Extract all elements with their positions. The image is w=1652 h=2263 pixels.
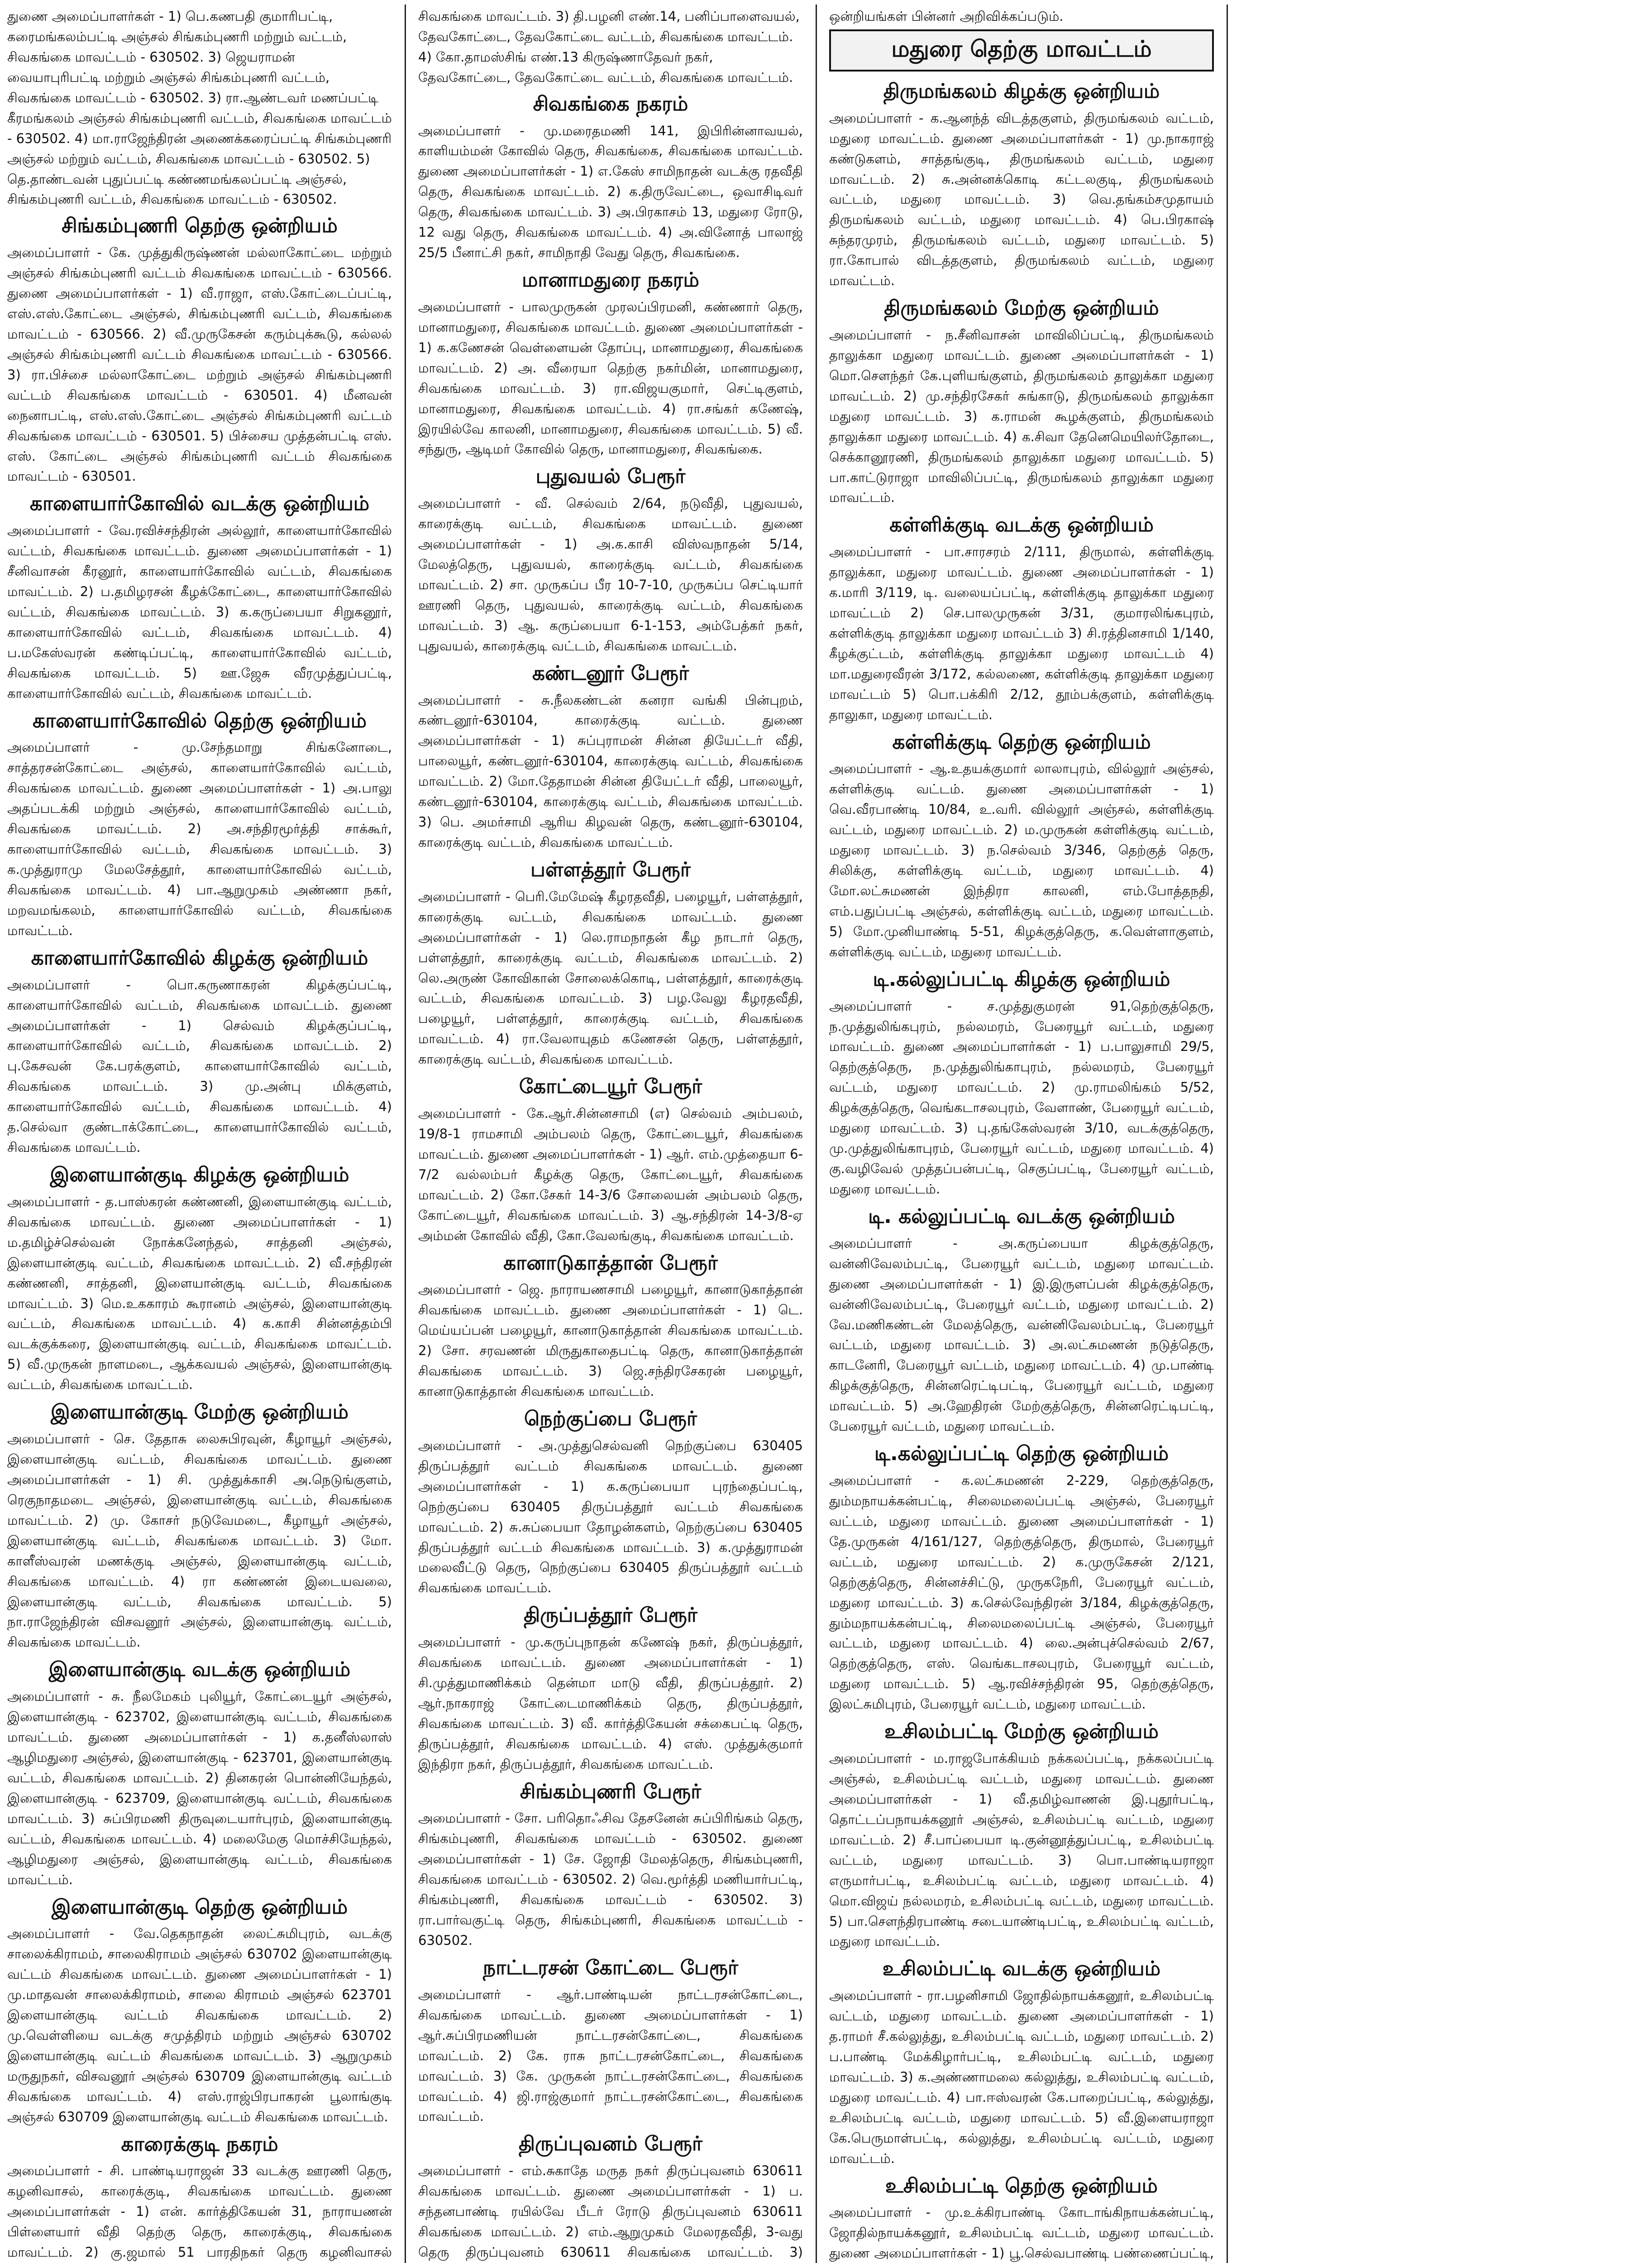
section (418, 268, 803, 459)
district-title: மதுரை தெற்கு மாவட்டம் (829, 29, 1214, 72)
section (7, 1658, 392, 1890)
section-heading: உசிலம்பட்டி தெற்கு ஒன்றியம் (885, 2174, 1158, 2197)
section-text: அமைப்பாளர் - கே.ஆர்.சின்னசாமி (எ) செல்வம் அம்பலம், 19/8-1 ராமசாமி அம்பலம் தெரு, கோட்டையூர், சிவகங்கை மாவட்டம். துணை அமைப்பாளர்கள் - 1) ஆர். எம்.முத்தையா 6-7/2 வல்லம்பர் கீழக்கு தெரு, கோட்டையூர், சிவகங்கை மாவட்டம். 2) கோ.சேகர் 14-3/6 சோலையன் அம்பலம் தெரு, கோட்டையூர், சிவகங்கை மாவட்டம். 3) ஆ.சந்திரன் 14-3/8-ஏ அம்மன் கோவில் வீதி, கோ.வேலங்குடி, சிவகங்கை மாவட்டம். (418, 1106, 803, 1243)
section-text: அமைப்பாளர் - மு.சேந்தமாறு சிங்கனோடை, சாத்தரசன்கோட்டை அஞ்சல், காளையார்கோவில் வட்டம், சிவகங்கை மாவட்டம். துணை அமைப்பாளர்கள் - 1) அ.பாலு அதப்படக்கி மற்றும் அஞ்சல், காளையார்கோவில் வட்டம், சிவகங்கை மாவட்டம். 2) அ.சந்திரமூர்த்தி சாக்கூர், காளையார்கோவில் வட்டம், சிவகங்கை மாவட்டம். 3) க.முத்துராமு மேலசேத்தூர், காளையார்கோவில் வட்டம், சிவகங்கை மாவட்டம். 4) பா.ஆறுமுகம் அண்ணா நகர், மறவமங்கலம், காளையார்கோவில் வட்டம், சிவகங்கை மாவட்டம். (7, 740, 392, 938)
section (7, 1163, 392, 1395)
section (829, 296, 1214, 508)
section-text: அமைப்பாளர் - ஜெ. நாராயணசாமி பழையூர், கானாடுகாத்தான் சிவகங்கை மாவட்டம். துணை அமைப்பாளர்கள் - 1) டெ. மெய்யப்பன் பழையூர், கானாடுகாத்தான் சிவகங்கை மாவட்டம். 2) சோ. சரவணன் மிருதுகாதைபட்டி தெரு, கானாடுகாத்தான் சிவகங்கை மாவட்டம். 3) ஜெ.சந்திரசேகரன் பழையூர், கானாடுகாத்தான் சிவகங்கை மாவட்டம். (418, 1282, 803, 1399)
column-3 (829, 6, 1214, 2263)
column-lead: சிவகங்கை மாவட்டம். 3) தி.பழனி எண்.14, பனிப்பாளைவயல், தேவகோட்டை, தேவகோட்டை வட்டம், சிவகங்கை மாவட்டம். 4) கோ.தாமஸ்சிங் எண்.13 கிருஷ்ணாதேவர் நகர், தேவகோட்டை, தேவகோட்டை வட்டம், சிவகங்கை மாவட்டம். (418, 9, 800, 85)
section-heading: டி.கல்லுப்பட்டி தெற்கு ஒன்றியம் (874, 1442, 1169, 1466)
section-text: அமைப்பாளர் - ஆர்.பாண்டியன் நாட்டரசன்கோட்டை, சிவகங்கை மாவட்டம். துணை அமைப்பாளர்கள் - 1) ஆர்.சுப்பிரமணியன் நாட்டரசன்கோட்டை, சிவகங்கை மாவட்டம். 2) கே. ராசு நாட்டரசன்கோட்டை, சிவகங்கை மாவட்டம். 3) கே. முருகன் நாட்டரசன்கோட்டை, சிவகங்கை மாவட்டம். 4) ஜி.ராஜ்குமார் நாட்டரசன்கோட்டை, சிவகங்கை மாவட்டம். (418, 1986, 803, 2125)
section (7, 709, 392, 941)
section (418, 662, 803, 853)
section-heading: டி. கல்லுப்பட்டி வடக்கு ஒன்றியம் (868, 1204, 1175, 1228)
section-heading: இளையான்குடி மேற்கு ஒன்றியம் (51, 1400, 349, 1424)
section (7, 1895, 392, 2127)
column-1 (7, 6, 392, 2263)
section (7, 492, 392, 703)
section-text: அமைப்பாளர் - பெரி.மேமேஷ் கீழரதவீதி, பழையூர், பள்ளத்தூர், காரைக்குடி வட்டம், சிவகங்கை மாவட்டம். துணை அமைப்பாளர்கள் - 1) லெ.ராமநாதன் கீழ நாடார் தெரு, பள்ளத்தூர், காரைக்குடி வட்டம், சிவகங்கை மாவட்டம். 2) லெ.அருண் கோவிகான் சோலைக்கொடி, பள்ளத்தூர், காரைக்குடி வட்டம், சிவகங்கை மாவட்டம். 3) பழ.வேலு கீழரதவீதி, பழையூர், பள்ளத்தூர், காரைக்குடி வட்டம், சிவகங்கை மாவட்டம். 4) ரா.வேலாயுதம் கணேசன் தெரு, பள்ளத்தூர், காரைக்குடி வட்டம், சிவகங்கை மாவட்டம். (418, 888, 803, 1067)
section-heading: மானாமதுரை நகரம் (522, 268, 699, 292)
section (418, 465, 803, 656)
section-heading: கண்டனூர் பேரூர் (532, 661, 689, 685)
section (418, 2132, 803, 2263)
section (829, 80, 1214, 291)
section-text: அமைப்பாளர் - எம்.சுகாதே மருத நகர் திருப்புவனம் 630611 சிவகங்கை மாவட்டம். துணை அமைப்பாளர்கள் - 1) ப. சந்தனபாண்டி ரயில்வே பீடர் ரோடு திருப்புவனம் 630611 சிவகங்கை மாவட்டம். 2) எம்.ஆறுமுகம் மேலரதவீதி, 3-வது தெரு திருப்புவனம் 630611 சிவகங்கை மாவட்டம். 3) (418, 2163, 803, 2260)
section-heading: இளையான்குடி கிழக்கு ஒன்றியம் (50, 1163, 349, 1187)
section-heading: கள்ளிக்குடி வடக்கு ஒன்றியம் (889, 513, 1154, 537)
section-heading: திருமங்கலம் மேற்கு ஒன்றியம் (884, 296, 1159, 320)
section-text: அமைப்பாளர் - மு.மரைதமணி 141, இபிரின்னாவயல், காளியம்மன் கோவில் தெரு, சிவகங்கை, சிவகங்கை மாவட்டம். துணை அமைப்பாளர்கள் - 1) எ.கேஸ் சாமிநாதன் வடக்கு ரதவீதி தெரு, சிவகங்கை மாவட்டம். 2) க.திருவேட்டை, ஒவாசிடிவர் தெரு, சிவகங்கை மாவட்டம். 3) அ.பிரகாசம் 13, மதுரை ரோடு, 12 வது தெரு, சிவகங்கை மாவட்டம். 4) அ.வினோத் பாலாஜ் 25/5 பீனாட்சி நகர், சாமிநாதி வேது தெரு, சிவகங்கை. (418, 123, 803, 261)
section (7, 2133, 392, 2263)
section-heading: காரைக்குடி நகரம் (121, 2132, 278, 2156)
section-text: அமைப்பாளர் - பா.சாரசரம் 2/111, திருமால், கள்ளிக்குடி தாலுக்கா, மதுரை மாவட்டம். துணை அமைப்பாளர்கள் - 1) க.மாரி 3/119, டி. வலையப்பட்டி, கள்ளிக்குடி தாலுக்கா மதுரை மாவட்டம் 2) செ.பாலமுருகன் 3/31, குமாரலிங்கபுரம், கள்ளிக்குடி தாலுக்கா மதுரை மாவட்டம் 3) சி.ரத்தினசாமி 1/140, கீழக்குட்டம், கள்ளிக்குடி தாலுக்கா மதுரை மாவட்டம் 4) மா.மதுரைவீரன் 3/172, கல்லணை, கள்ளிக்குடி தாலுக்கா மதுரை மாவட்டம் 5) பொ.பக்கிரி 2/12, தூம்பக்குளம், கள்ளிக்குடி தாலுகா, மதுரை மாவட்டம். (829, 544, 1214, 722)
section-text: அமைப்பாளர் - செ. தேதாசு லைசுபிரவுன், கீழாயூர் அஞ்சல், இளையான்குடி வட்டம், சிவகங்கை மாவட்டம். துணை அமைப்பாளர்கள் - 1) சி. முத்துக்காசி அ.நெடுங்குளம், ரெகுநாதமடை அஞ்சல், இளையான்குடி வட்டம், சிவகங்கை மாவட்டம். 2) மு. கோசர் நடுவேமடை, கீழாயூர் அஞ்சல், இளையான்குடி வட்டம், சிவகங்கை மாவட்டம். 3) மோ. காளீஸ்வரன் மணக்குடி அஞ்சல், இளையான்குடி வட்டம், சிவகங்கை மாவட்டம். 4) ரா கண்ணன் இடையவலை, இளையான்குடி வட்டம், சிவகங்கை மாவட்டம். 5) நா.ராஜேந்திரன் விசவனூர் அஞ்சல், இளையான்குடி வட்டம், சிவகங்கை மாவட்டம். (7, 1431, 392, 1650)
section-heading: திருப்புவனம் பேரூர் (518, 2132, 703, 2156)
section-text: அமைப்பாளர் - சு. நீலமேகம் புலியூர், கோட்டையூர் அஞ்சல், இளையான்குடி - 623702, இளையான்குடி வட்டம், சிவகங்கை மாவட்டம். துணை அமைப்பாளர்கள் - 1) க.தனீஸ்லாஸ் ஆழிமதுரை அஞ்சல், இளையான்குடி - 623701, இளையான்குடி வட்டம், சிவகங்கை மாவட்டம். 2) தினகரன் பொன்னியேந்தல், இளையான்குடி - 623709, இளையான்குடி வட்டம், சிவகங்கை மாவட்டம். 3) சுப்பிரமணி திருவுடையார்புரம், இளையான்குடி வட்டம், சிவகங்கை மாவட்டம். 4) மலைமேகு மொச்சியேந்தல், ஆழிமதுரை அஞ்சல், இளையான்குடி வட்டம், சிவகங்கை மாவட்டம். (7, 1689, 392, 1887)
section (7, 946, 392, 1158)
section (418, 1604, 803, 1774)
section (418, 1956, 803, 2127)
section (829, 1442, 1214, 1714)
section-heading: கானாடுகாத்தான் பேரூர் (503, 1251, 718, 1275)
section-text: அமைப்பாளர் - ந.சீனிவாசன் மாவிலிப்பட்டி, திருமங்கலம் தாலுக்கா மதுரை மாவட்டம். துணை அமைப்பாளர்கள் - 1) மொ.சௌந்தர் கே.புளியங்குளம், திருமங்கலம் தாலுக்கா மதுரை மாவட்டம். 2) மு.சந்திரசேகர் சுங்காடு, திருமங்கலம் தாலுக்கா மதுரை மாவட்டம். 3) க.ராமன் கூழக்குளம், திருமங்கலம் தாலுக்கா மதுரை மாவட்டம். 4) க.சிவா தேனெமெயிலர்தோடை, செக்கானூரணி, திருமங்கலம் தாலுக்கா மதுரை மாவட்டம். 5) பா.காட்டுராஜா மாவிலிப்பட்டி, திருமங்கலம் தாலுக்கா மதுரை மாவட்டம். (829, 327, 1214, 506)
section-text: அமைப்பாளர் - சு.நீலகண்டன் கனரா வங்கி பின்புறம், கண்டனூர்-630104, காரைக்குடி வட்டம். துணை அமைப்பாளர்கள் - 1) சுப்புராமன் சின்ன தியேட்டர் வீதி, பாலையூர், கண்டனூர்-630104, காரைக்குடி வட்டம், சிவகங்கை மாவட்டம். 2) மோ.தேதாமன் சின்ன தியேட்டர் வீதி, பாலையூர், கண்டனூர்-630104, காரைக்குடி வட்டம், சிவகங்கை மாவட்டம். 3) பெ. அமர்சாமி ஆரிய கிழவன் தெரு, கண்டனூர்-630104, காரைக்குடி வட்டம், சிவகங்கை மாவட்டம். (418, 692, 803, 850)
section-text: அமைப்பாளர் - பாலமுருகன் முரலப்பிரமனி, கண்ணார் தெரு, மானாமதுரை, சிவகங்கை மாவட்டம். துணை அமைப்பாளர்கள் - 1) க.கணேசன் வெள்ளையன் தோப்பு, மானாமதுரை, சிவகங்கை மாவட்டம். 2) அ. வீரையா தெற்கு நகர்மின், மானாமதுரை, சிவகங்கை மாவட்டம். 3) ரா.விஜயகுமார், செட்டிகுளம், மானாமதுரை, சிவகங்கை மாவட்டம். 4) ரா.சங்கர் கணேஷ், இரயில்வே காலனி, மானாமதுரை, சிவகங்கை மாவட்டம். 5) வீ. சந்துரு, ஆடிமர் கோவில் தெரு, மானாமதுரை, சிவகங்கை. (418, 299, 803, 457)
section-heading: இளையான்குடி வடக்கு ஒன்றியம் (48, 1658, 351, 1681)
section (829, 1957, 1214, 2168)
section-text: அமைப்பாளர் - அ.கருப்பையா கிழக்குத்தெரு, வன்னிவேலம்பட்டி, பேரையூர் வட்டம், மதுரை மாவட்டம். துணை அமைப்பாளர்கள் - 1) இ.இருளப்பன் கிழக்குத்தெரு, வன்னிவேலம்பட்டி, பேரையூர் வட்டம், மதுரை மாவட்டம். 2) வே.மணிகண்டன் மேலத்தெரு, வன்னிவேலம்பட்டி, பேரையூர் வட்டம், மதுரை மாவட்டம். 3) அ.லட்சுமணன் நடுத்தெரு, காடனேரி, பேரையூர் வட்டம், மதுரை மாவட்டம். 4) மு.பாண்டி கிழக்குத்தெரு, சின்னரெட்டிபட்டி, பேரையூர் வட்டம், மதுரை மாவட்டம். 5) அ.ஹேதிரன் மேற்குத்தெரு, சின்னரெட்டிபட்டி, பேரையூர் வட்டம், மதுரை மாவட்டம். (829, 1235, 1214, 1434)
section (7, 1400, 392, 1652)
column-divider (405, 5, 406, 2263)
section-heading: பள்ளத்தூர் பேரூர் (530, 858, 691, 881)
section-heading: நாட்டரசன் கோட்டை பேரூர் (483, 1956, 738, 1980)
section-text: அமைப்பாளர் - ரா.பழனிசாமி ஜோதில்நாயக்கனூர், உசிலம்பட்டி வட்டம், மதுரை மாவட்டம். துணை அமைப்பாளர்கள் - 1) த.ராமர் சீ.கல்லுத்து, உசிலம்பட்டி வட்டம், மதுரை மாவட்டம். 2) ப.பாண்டி மேக்கிழார்பட்டி, உசிலம்பட்டி வட்டம், மதுரை மாவட்டம். 3) க.அண்ணாமலை கல்லுத்து, உசிலம்பட்டி வட்டம், மதுரை மாவட்டம். 4) பா.ஈஸ்வரன் கே.பாறைப்பட்டி, கல்லுத்து, உசிலம்பட்டி வட்டம், மதுரை மாவட்டம். 5) வீ.இளையராஜா கே.பெருமாள்பட்டி, கல்லுத்து, உசிலம்பட்டி வட்டம், மதுரை மாவட்டம். (829, 1988, 1214, 2166)
section-heading: சிங்கம்புணரி தெற்கு ஒன்றியம் (62, 214, 338, 238)
section-text: அமைப்பாளர் - சி. பாண்டியராஜன் 33 வடக்கு ஊரணி தெரு, கழனிவாசல், காரைக்குடி, சிவகங்கை மாவட்டம். துணை அமைப்பாளர்கள் - 1) என். கார்த்திகேயன் 31, நாராயணன் பிள்ளையார் வீதி தெற்கு தெரு, காரைக்குடி, சிவகங்கை மாவட்டம். 2) கு.ஜமால் 51 பாரதிநகர் தெரு கழனிவாசல் (7, 2163, 392, 2260)
section-text: அமைப்பாளர் - க.லட்சுமணன் 2-229, தெற்குத்தெரு, தும்மநாயக்கன்பட்டி, சிலைமலைப்பட்டி அஞ்சல், பேரையூர் வட்டம், மதுரை மாவட்டம். துணை அமைப்பாளர்கள் - 1) தே.முருகன் 4/161/127, தெற்குத்தெரு, திருமால், பேரையூர் வட்டம், மதுரை மாவட்டம். 2) க.முருகேசன் 2/121, தெற்குத்தெரு, சின்னச்சிட்டு, முருகநேரி, பேரையூர் வட்டம், மதுரை மாவட்டம். 3) க.செல்வேந்திரன் 3/184, கிழக்குத்தெரு, தும்மநாயக்கன்பட்டி, சிலைமலைப்பட்டி அஞ்சல், பேரையூர் வட்டம், மதுரை மாவட்டம். 4) லை.அன்புச்செல்வம் 2/67, தெற்குத்தெரு, எஸ். வெங்கடாசலபுரம், பேரையூர் வட்டம், மதுரை மாவட்டம். 5) ஆ.ரவிச்சந்திரன் 95, தெற்குத்தெரு, இலட்சுமிபுரம், பேரையூர் வட்டம், மதுரை மாவட்டம். (829, 1472, 1214, 1712)
section-heading: கோட்டையூர் பேரூர் (519, 1075, 702, 1098)
section (418, 1780, 803, 1951)
section-text: அமைப்பாளர் - மு.கருப்புநாதன் கணேஷ் நகர், திருப்பத்தூர், சிவகங்கை மாவட்டம். துணை அமைப்பாளர்கள் - 1) சி.முத்துமாணிக்கம் தென்மா மாடு வீதி, திருப்பத்தூர். 2) ஆர்.நாகராஜ் கோட்டைமாணிக்கம் தெரு, திருப்பத்தூர், சிவகங்கை மாவட்டம். 3) வீ. கார்த்திகேயன் சக்கைபட்டி தெரு, திருப்பத்தூர், சிவகங்கை மாவட்டம். 4) எஸ். முத்துக்குமார் இந்திரா நகர், திருப்பத்தூர், சிவகங்கை மாவட்டம். (418, 1634, 803, 1772)
section-heading: புதுவயல் பேரூர் (535, 465, 686, 488)
section (418, 92, 803, 263)
section (829, 2174, 1214, 2263)
section-text: அமைப்பாளர் - ச.முத்துகுமரன் 91,தெற்குத்தெரு, ந.முத்துலிங்கபுரம், நல்லமரம், பேரையூர் வட்டம், மதுரை மாவட்டம். துணை அமைப்பாளர்கள் - 1) ப.பாலுசாமி 29/5, தெற்குத்தெரு, ந.முத்துலிங்காபுரம், நல்லமரம், பேரையூர் வட்டம், மதுரை மாவட்டம். 2) மு.ராமலிங்கம் 5/52, கிழக்குத்தெரு, வெங்கடாசலபுரம், வேளாண், பேரையூர் வட்டம், மதுரை மாவட்டம். 3) பு.தங்கேஸ்வரன் 3/10, வடக்குத்தெரு, மு.முத்துலிங்காபுரம், பேரையூர் வட்டம், மதுரை மாவட்டம். 4) கு.வழிவேல் முத்தப்பன்பட்டி, செகுப்பட்டி, பேரையூர் வட்டம், மதுரை மாவட்டம். (829, 998, 1214, 1197)
section-heading: காளையார்கோவில் வடக்கு ஒன்றியம் (29, 492, 370, 516)
section (418, 1407, 803, 1598)
section (418, 1075, 803, 1246)
column-divider (816, 5, 817, 2263)
section (829, 513, 1214, 725)
section (418, 1251, 803, 1402)
section-text: அமைப்பாளர் - வே.தெகநாதன் லைட்சுமிபுரம், வடக்கு சாலைக்கிராமம், சாலைகிராமம் அஞ்சல் 630702 இளையான்குடி வட்டம் சிவகங்கை மாவட்டம். துணை அமைப்பாளர்கள் - 1) மு.மாதவன் சாலைக்கிராமம், சாலை கிராமம் அஞ்சல் 623701 இளையான்குடி வட்டம் சிவகங்கை மாவட்டம். 2) மு.வெள்ளியை வடக்கு சமுத்திரம் மற்றும் அஞ்சல் 630702 இளையான்குடி வட்டம் சிவகங்கை மாவட்டம். 3) ஆறுமுகம் மருதுநகர், விசவனூர் அஞ்சல் 630709 இளையான்குடி வட்டம் சிவகங்கை மாவட்டம். 4) எஸ்.ராஜ்பிரபாகரன் பூலாங்குடி அஞ்சல் 630709 இளையான்குடி வட்டம் சிவகங்கை மாவட்டம். (7, 1926, 392, 2125)
section-text: அமைப்பாளர் - க.ஆனந்த் விடத்தகுளம், திருமங்கலம் வட்டம், மதுரை மாவட்டம். துணை அமைப்பாளர்கள் - 1) மு.நாகராஜ் கண்டுகளம், சாத்தங்குடி, திருமங்கலம் வட்டம், மதுரை மாவட்டம். 2) சு.அன்னக்கொடி கட்டலகுடி, திருமங்கலம் வட்டம், மதுரை மாவட்டம். 3) வெ.தங்கம்சமுதாயம் திருமங்கலம் வட்டம், மதுரை மாவட்டம். 4) பெ.பிரகாஷ் சுந்தரமுரம், திருமங்கலம் வட்டம், மதுரை மாவட்டம். 5) ரா.கோபால் விடத்தகுளம், திருமங்கலம் வட்டம், மதுரை மாவட்டம். (829, 110, 1214, 289)
section-text: அமைப்பாளர் - வே.ரவிச்சந்திரன் அல்லூர், காளையார்கோவில் வட்டம், சிவகங்கை மாவட்டம். துணை அமைப்பாளர்கள் - 1) சீனிவாசன் கீரனூர், காளையார்கோவில் வட்டம், சிவகங்கை மாவட்டம். 2) ப.தமிழரசன் கீழக்கோட்டை, காளையார்கோவில் வட்டம், சிவகங்கை மாவட்டம். 3) க.கருப்பையா சிறுகனூர், காளையார்கோவில் வட்டம், சிவகங்கை மாவட்டம். 4) ப.மகேஸ்வரன் கண்டிப்பட்டி, காளையார்கோவில் வட்டம், சிவகங்கை மாவட்டம். 5) ஊ.ஜேசு வீரமுத்துப்பட்டி, காளையார்கோவில் வட்டம், சிவகங்கை மாவட்டம். (7, 523, 392, 701)
section-text: அமைப்பாளர் - ம.ராஜபோக்கியம் நக்கலப்பட்டி, நக்கலப்பட்டி அஞ்சல், உசிலம்பட்டி வட்டம், மதுரை மாவட்டம். துணை அமைப்பாளர்கள் - 1) வீ.தமிழ்வாணன் இ.புதூர்பட்டி, தொட்டப்பநாயக்கனூர் அஞ்சல், உசிலம்பட்டி வட்டம், மதுரை மாவட்டம். 2) சீ.பாப்பையா டி.குன்னூத்துப்பட்டி, உசிலம்பட்டி வட்டம், மதுரை மாவட்டம். 3) பொ.பாண்டியராஜா எருமார்பட்டி, உசிலம்பட்டி வட்டம், மதுரை மாவட்டம். 4) மொ.விஜய் நல்லமரம், உசிலம்பட்டி வட்டம், மதுரை மாவட்டம். 5) பா.செளந்திரபாண்டி சடையாண்டிபட்டி, உசிலம்பட்டி வட்டம், மதுரை மாவட்டம். (829, 1751, 1214, 1949)
section-heading: சிங்கம்புணரி பேரூர் (520, 1780, 702, 1803)
section (829, 730, 1214, 962)
section-text: அமைப்பாளர் - வீ. செல்வம் 2/64, நடுவீதி, புதுவயல், காரைக்குடி வட்டம், சிவகங்கை மாவட்டம். துணை அமைப்பாளர்கள் - 1) அ.க.காசி விஸ்வநாதன் 5/14, மேலத்தெரு, புதுவயல், காரைக்குடி வட்டம், சிவகங்கை மாவட்டம். 2) சா. முருகப்ப பீர 10-7-10, முருகப்ப செட்டியார் ஊரணி தெரு, புதுவயல், காரைக்குடி வட்டம், சிவகங்கை மாவட்டம். 3) ஆ. கருப்பையா 6-1-153, அம்பேத்கர் நகர், புதுவயல், காரைக்குடி வட்டம், சிவகங்கை மாவட்டம். (418, 496, 803, 654)
section-heading: டி.கல்லுப்பட்டி கிழக்கு ஒன்றியம் (873, 967, 1170, 991)
section-text: அமைப்பாளர் - ஆ.உதயக்குமார் லாலாபுரம், வில்லூர் அஞ்சல், கள்ளிக்குடி வட்டம். துணை அமைப்பாளர்கள் - 1) வெ.வீரபாண்டி 10/84, உ.வரி. வில்லூர் அஞ்சல், கள்ளிக்குடி வட்டம், மதுரை மாவட்டம். 2) ம.முருகன் கள்ளிக்குடி வட்டம், மதுரை மாவட்டம். 3) ந.செல்வம் 3/346, தெற்குத் தெரு, சிலிக்கு, கள்ளிக்குடி வட்டம், மதுரை மாவட்டம். 4) மோ.லட்சுமணன் இந்திரா காலனி, எம்.போத்தநதி, எம்.பதுப்பட்டி அஞ்சல், கள்ளிக்குடி வட்டம், மதுரை மாவட்டம். 5) மோ.முனியாண்டி 5-51, கிழக்குத்தெரு, க.வெள்ளாகுளம், கள்ளிக்குடி வட்டம், மதுரை மாவட்டம். (829, 761, 1214, 960)
section-heading: திருமங்கலம் கிழக்கு ஒன்றியம் (883, 79, 1160, 103)
section-heading: சிவகங்கை நகரம் (533, 92, 688, 115)
section-heading: உசிலம்பட்டி வடக்கு ஒன்றியம் (882, 1957, 1161, 1981)
section-text: அமைப்பாளர் - மு.உக்கிரபாண்டி கோடாங்கிநாயக்கன்பட்டி, ஜோதில்நாயக்கனூர், உசிலம்பட்டி வட்டம், மதுரை மாவட்டம். துணை அமைப்பாளர்கள் - 1) பூ.செல்வபாண்டி பண்ணைப்பட்டி, (829, 2205, 1214, 2261)
section-text: அமைப்பாளர் - பொ.கருணாகரன் கிழக்குப்பட்டி, காளையார்கோவில் வட்டம், சிவகங்கை மாவட்டம். துணை அமைப்பாளர்கள் - 1) செல்வம் கிழக்குப்பட்டி, காளையார்கோவில் வட்டம், சிவகங்கை மாவட்டம். 2) பு.கேசவன் கே.பரக்குளம், காளையார்கோவில் வட்டம், சிவகங்கை மாவட்டம். 3) மு.அன்பு மிக்குளம், காளையார்கோவில் வட்டம், சிவகங்கை மாவட்டம். 4) த.செல்வா குண்டாக்கோட்டை, காளையார்கோவில் வட்டம், சிவகங்கை மாவட்டம். (7, 977, 392, 1155)
section-heading: காளையார்கோவில் கிழக்கு ஒன்றியம் (31, 946, 368, 969)
column-2 (418, 6, 803, 2263)
column-divider (1227, 5, 1228, 2263)
section-text: அமைப்பாளர் - கே. முத்துகிருஷ்ணன் மல்லாகோட்டை மற்றும் அஞ்சல் சிங்கம்புணரி வட்டம் சிவகங்கை மாவட்டம் - 630566. துணை அமைப்பாளர்கள் - 1) வீ.ராஜா, எஸ்.கோட்டைப்பட்டி, எஸ்.எஸ்.கோட்டை அஞ்சல், சிங்கம்புணரி வட்டம், சிவகங்கை மாவட்டம் - 630566. 2) வீ.முருகேசன் கரும்புக்கூடு, கல்லல் அஞ்சல் சிங்கம்புணரி வட்டம் சிவகங்கை மாவட்டம் - 630566. 3) ரா.பிச்சை மல்லாகோட்டை மற்றும் அஞ்சல் சிங்கம்புணரி வட்டம் சிவகங்கை மாவட்டம் - 630501. 4) மீனவன் நைனாபட்டி, எஸ்.எஸ்.கோட்டை அஞ்சல் சிங்கம்புணரி வட்டம் சிவகங்கை மாவட்டம் - 630501. 5) பிச்சைய முத்தன்பட்டி எஸ். எஸ். கோட்டை அஞ்சல் சிங்கம்புணரி வட்டம் சிவகங்கை மாவட்டம் - 630501. (7, 245, 392, 484)
section-heading: உசிலம்பட்டி மேற்கு ஒன்றியம் (884, 1720, 1159, 1743)
section-heading: காளையார்கோவில் தெற்கு ஒன்றியம் (33, 709, 367, 732)
section-text: அமைப்பாளர் - த.பாஸ்கரன் கண்ணனி, இளையான்குடி வட்டம், சிவகங்கை மாவட்டம். துணை அமைப்பாளர்கள் - 1) ம.தமிழ்ச்செல்வன் நோக்கனேந்தல், சாத்தனி அஞ்சல், இளையான்குடி வட்டம், சிவகங்கை மாவட்டம். 2) வீ.சந்திரன் கண்ணனி, சாத்தனி, இளையான்குடி வட்டம், சிவகங்கை மாவட்டம். 3) மெ.உககாரம் கூரானம் அஞ்சல், இளையான்குடி வட்டம், சிவகங்கை மாவட்டம். 4) க.காசி சின்னத்தம்பி வடக்குக்கரை, இளையான்குடி வட்டம், சிவகங்கை மாவட்டம். 5) வீ.முருகன் நாளமடை, ஆக்கவயல் அஞ்சல், இளையான்குடி வட்டம், சிவகங்கை மாவட்டம். (7, 1194, 392, 1393)
column-lead: ஒன்றியங்கள் பின்னர் அறிவிக்கப்படும். (829, 9, 1064, 24)
section-text: அமைப்பாளர் - அ.முத்துசெல்வனி நெற்குப்பை 630405 திருப்பத்தூர் வட்டம் சிவகங்கை மாவட்டம். துணை அமைப்பாளர்கள் - 1) க.கருப்பையா புரந்தைப்பட்டி, நெற்குப்பை 630405 திருப்பத்தூர் வட்டம் சிவகங்கை மாவட்டம். 2) சு.சுப்பையா தோழன்களம், நெற்குப்பை 630405 திருப்பத்தூர் வட்டம் சிவகங்கை மாவட்டம். 3) க.முத்துராமன் மலைவீட்டு தெரு, நெற்குப்பை 630405 திருப்பத்தூர் வட்டம் சிவகங்கை மாவட்டம். (418, 1437, 803, 1596)
section (829, 1720, 1214, 1952)
section (418, 858, 803, 1069)
section-heading: கள்ளிக்குடி தெற்கு ஒன்றியம் (892, 730, 1151, 754)
section (7, 214, 392, 487)
section-heading: இளையான்குடி தெற்கு ஒன்றியம் (51, 1895, 348, 1919)
section (829, 968, 1214, 1199)
section (829, 1205, 1214, 1437)
column-lead: துணை அமைப்பாளர்கள் - 1) பெ.கணபதி குமாரிபட்டி, கரைமங்கலம்பட்டி அஞ்சல் சிங்கம்புணரி மற்றும் வட்டம், சிவகங்கை மாவட்டம் - 630502. 3) ஜெயராமன் வையாபுரிபட்டி மற்றும் அஞ்சல் சிங்கம்புணரி வட்டம், சிவகங்கை மாவட்டம் - 630502. 3) ரா.ஆண்டவர் மணப்பட்டி கீரமங்கலம் அஞ்சல் சிங்கம்புணரி வட்டம், சிவகங்கை மாவட்டம் - 630502. 4) மா.ராஜேந்திரன் அணைக்கரைப்பட்டி சிங்கம்புணரி அஞ்சல் மற்றும் வட்டம், சிவகங்கை மாவட்டம் - 630502. 5) தெ.தாண்டவன் புதுப்பட்டி கண்ணமங்கலப்பட்டி அஞ்சல், சிங்கம்புணரி வட்டம், சிவகங்கை மாவட்டம் - 630502. (7, 9, 392, 207)
section-heading: நெற்குப்பை பேரூர் (524, 1407, 697, 1431)
section-heading: திருப்பத்தூர் பேரூர் (524, 1604, 697, 1627)
section-text: அமைப்பாளர் - சோ. பரிதொஃசிவ தேசனேன் சுப்பிரிங்கம் தெரு, சிங்கம்புணரி, சிவகங்கை மாவட்டம் - 630502. துணை அமைப்பாளர்கள் - 1) சே. ஜோதி மேலத்தெரு, சிங்கம்புணரி, சிவகங்கை மாவட்டம் - 630502. 2) வெ.மூர்த்தி மணியார்பட்டி, சிங்கம்புணரி, சிவகங்கை மாவட்டம் - 630502. 3) ரா.பார்வகுட்டி தெரு, சிங்கம்புணரி, சிவகங்கை மாவட்டம் - 630502. (418, 1810, 803, 1948)
